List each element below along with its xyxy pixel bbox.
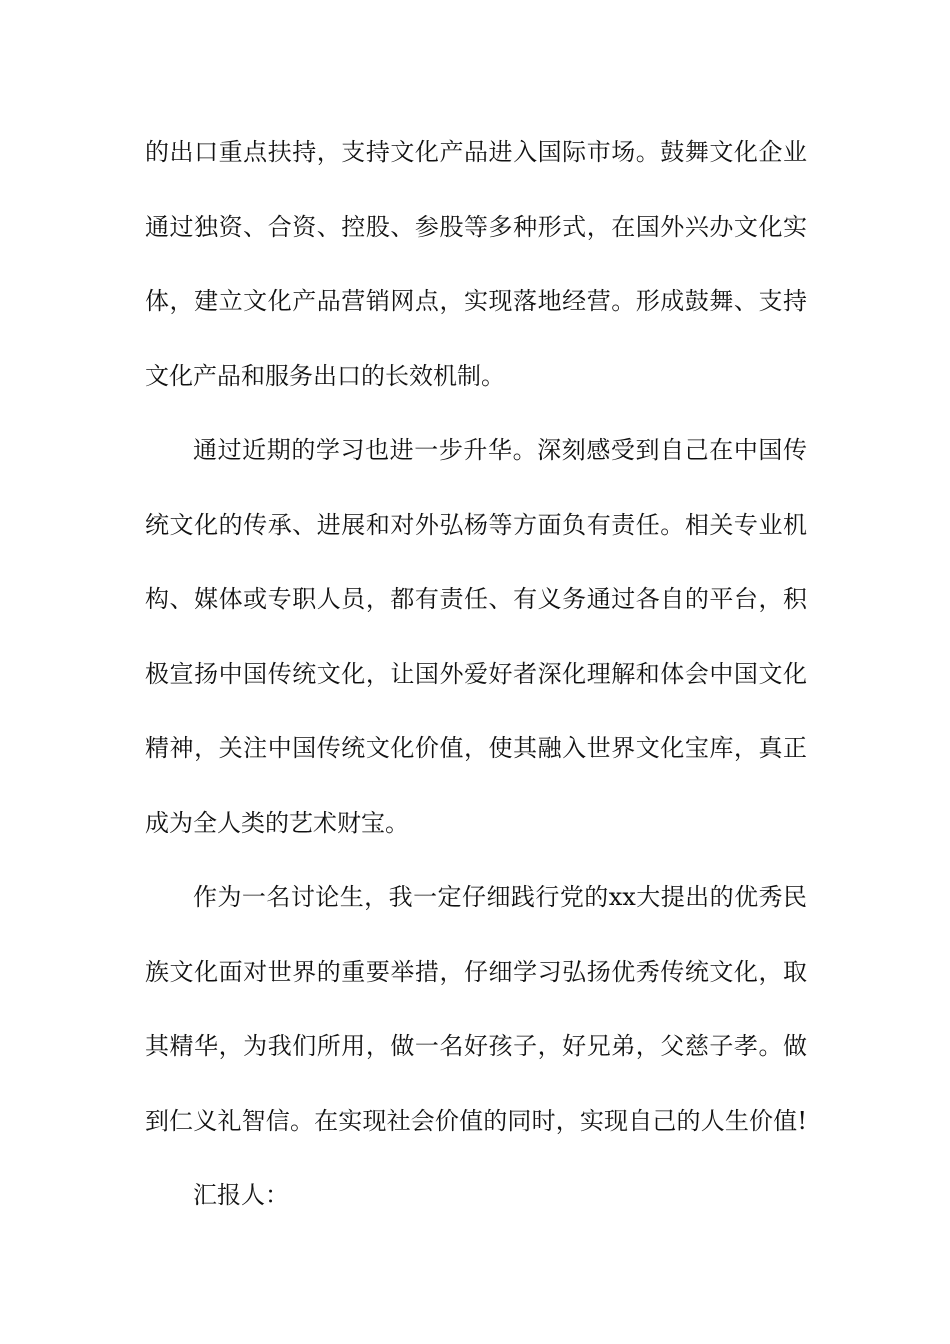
text-line: 作为一名讨论生，我一定仔细践行党的xx大提出的优秀民 [193,883,807,911]
text-line: 文化产品和服务出口的长效机制。 [145,361,505,390]
text-line: 极宣扬中国传统文化，让国外爱好者深化理解和体会中国文化 [145,659,807,688]
text-line: 通过近期的学习也进一步升华。深刻感受到自己在中国传 [193,436,807,464]
text-line: 成为全人类的艺术财宝。 [145,808,409,837]
text-line: 构、媒体或专职人员，都有责任、有义务通过各自的平台，积 [145,585,807,613]
text-line: 体，建立文化产品营销网点，实现落地经营。形成鼓舞、支持 [145,287,807,315]
reporter-label: 汇报人： [193,1181,289,1209]
text-line: 到仁义礼智信。在实现社会价值的同时，实现自己的人生价值! [145,1106,807,1135]
document-body [145,115,807,1233]
text-line: 通过独资、合资、控股、参股等多种形式，在国外兴办文化实 [145,212,807,241]
text-line: 的出口重点扶持，支持文化产品进入国际市场。鼓舞文化企业 [145,138,807,166]
text-line: 其精华，为我们所用，做一名好孩子，好兄弟，父慈子孝。做 [145,1032,807,1060]
text-line: 族文化面对世界的重要举措，仔细学习弘扬优秀传统文化，取 [145,957,807,986]
text-line: 精神，关注中国传统文化价值，使其融入世界文化宝库，真正 [145,734,807,762]
text-line: 统文化的传承、进展和对外弘杨等方面负有责任。相关专业机 [145,510,807,539]
